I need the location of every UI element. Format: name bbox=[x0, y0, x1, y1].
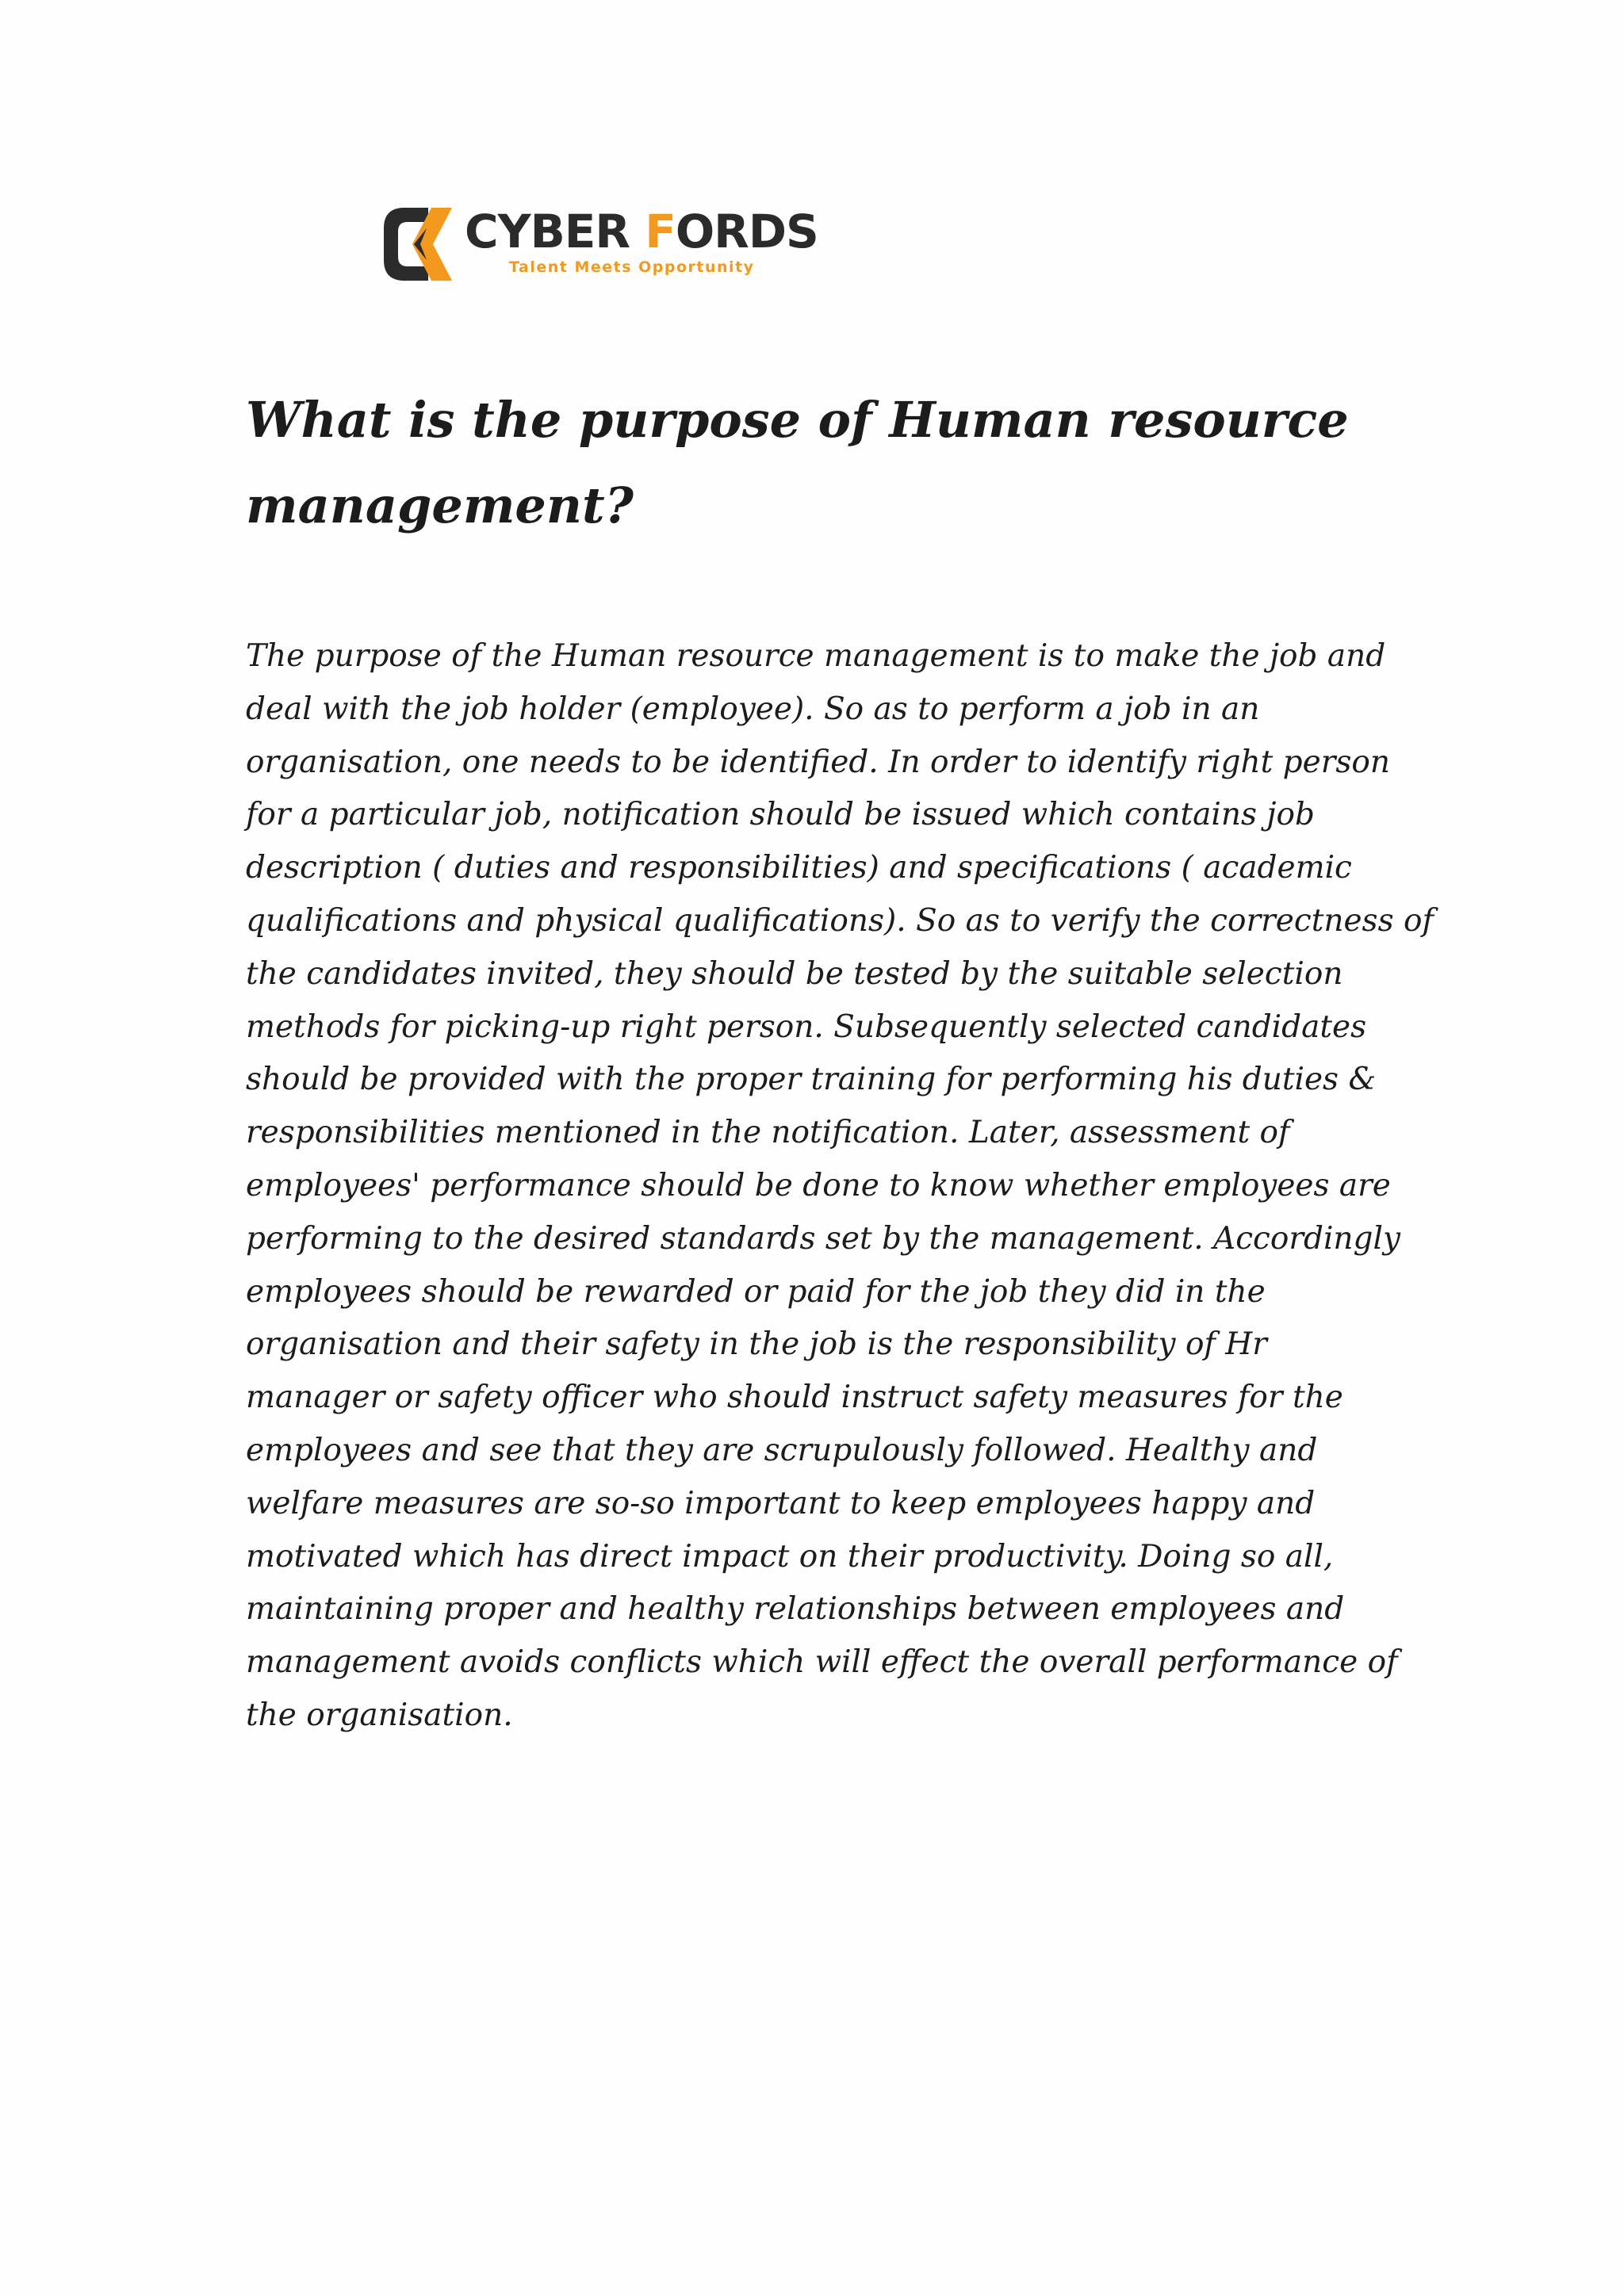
body-line: organisation and their safety in the job is the responsibility of Hr bbox=[246, 1326, 1267, 1363]
body-line: description ( duties and responsibilities) and specifications ( academic bbox=[246, 850, 1352, 886]
body-line: qualifications and physical qualifications). So as to verify the correctness of bbox=[246, 902, 1434, 939]
body-line: the organisation. bbox=[246, 1697, 513, 1733]
body-line: welfare measures are so-so important to keep employees happy and bbox=[246, 1485, 1316, 1521]
body-line: maintaining proper and healthy relationships between employees and bbox=[246, 1591, 1345, 1628]
body-line: should be provided with the proper training for performing his duties & bbox=[246, 1062, 1377, 1098]
document-title bbox=[246, 377, 1435, 549]
body-line: employees' performance should be done to know whether employees are bbox=[246, 1167, 1391, 1203]
body-line: responsibilities mentioned in the notification. Later, assessment of bbox=[246, 1115, 1290, 1151]
brand-name bbox=[465, 205, 818, 258]
body-line: for a particular job, notification should be issued which contains job bbox=[246, 797, 1315, 833]
body-line: management avoids conflicts which will effect the overall performance of bbox=[246, 1644, 1398, 1681]
body-line: manager or safety officer who should instruct safety measures for the bbox=[246, 1380, 1343, 1416]
body-paragraph bbox=[246, 630, 1434, 1743]
body-line: the candidates invited, they should be tested by the suitable selection bbox=[246, 955, 1343, 992]
title-line: What is the purpose of Human resource bbox=[246, 391, 1349, 449]
body-line: motivated which has direct impact on their productivity. Doing so all, bbox=[246, 1538, 1334, 1575]
body-line: deal with the job holder (employee). So as to perform a job in an bbox=[246, 691, 1260, 727]
body-line: employees and see that they are scrupulously followed. Healthy and bbox=[246, 1432, 1318, 1468]
brand-name-part1: CYBER bbox=[465, 205, 645, 258]
ck-monogram-icon bbox=[379, 205, 458, 284]
body-line: employees should be rewarded or paid for the job they did in the bbox=[246, 1273, 1266, 1310]
brand-name-accent: F bbox=[645, 205, 676, 258]
title-line: management? bbox=[246, 476, 634, 534]
body-line: The purpose of the Human resource management is to make the job and bbox=[246, 638, 1386, 674]
brand-tagline: Talent Meets Opportunity bbox=[509, 258, 755, 276]
body-line: organisation, one needs to be identified. In order to identify right person bbox=[246, 744, 1390, 780]
body-line: methods for picking-up right person. Subsequently selected candidates bbox=[246, 1008, 1367, 1045]
company-logo bbox=[379, 205, 818, 292]
brand-name-part2: ORDS bbox=[675, 205, 818, 258]
body-line: performing to the desired standards set by the management. Accordingly bbox=[246, 1220, 1401, 1257]
